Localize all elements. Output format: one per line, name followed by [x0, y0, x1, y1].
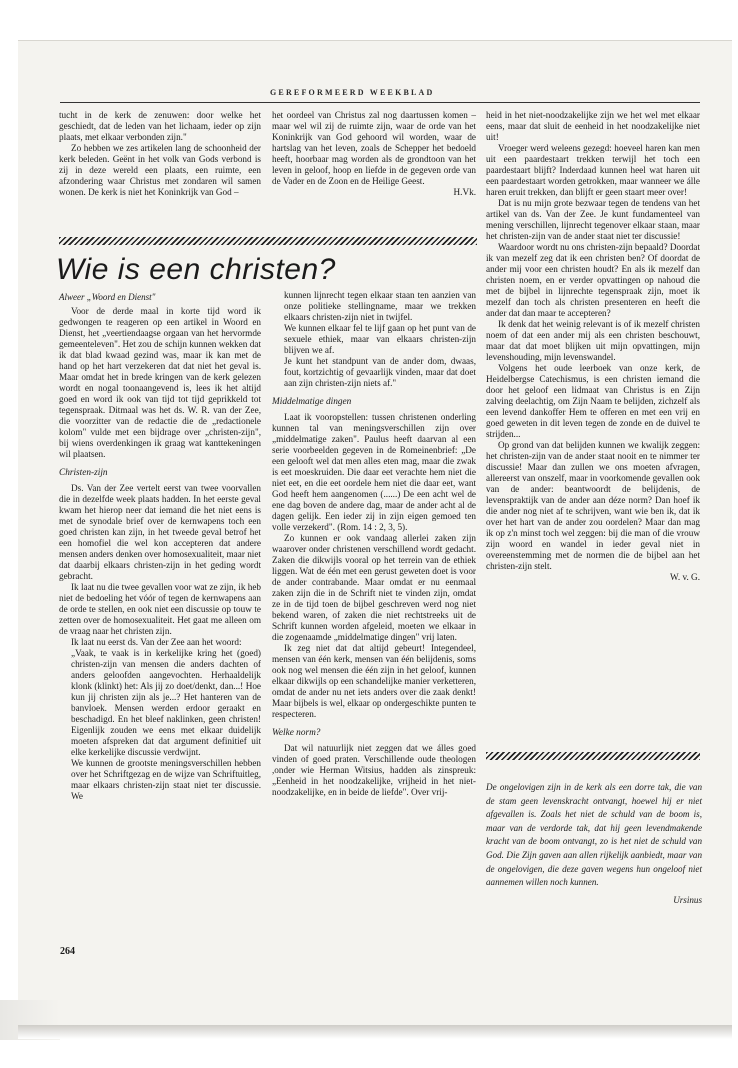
paragraph: Zo hebben we zes artikelen lang de schoonheid der kerk beleden. Geënt in het volk van Gods verbond is zij in deze wereld een plaats, een ruimte, een afzondering waar Christus met zondaren wil samen wonen. De kerk is niet het Koninkrijk van God – [59, 143, 261, 197]
section-heading: Middelmatige dingen [272, 397, 352, 407]
ornamental-divider [486, 752, 700, 760]
paragraph: Ik laat nu die twee gevallen voor wat ze zijn, ik heb niet de bedoeling het vóór of tegen de kernwapens aan de orde te stellen, en ook niet een discussie op touw te zetten over de homosexualiteit. Het gaat me alleen om de vraag naar het christen zijn. [59, 582, 261, 636]
paragraph: het oordeel van Christus zal nog daartussen komen – maar wel wil zij de ruimte zijn, waar de orde van het Koninkrijk van God gehoord wil worden, waar de hartslag van het leven, zoals de Schepper het bedoeld heeft, hoorbaar mag worden als de grondtoon van het leven in geloof, hoop en liefde in de gegeven orde van de Vader en de Zoon en de Heilige Geest. [272, 110, 476, 186]
paragraph: heid in het niet-noodzakelijke zijn we het wel met elkaar eens, maar dat sluit de eenheid in het noodzakelijke niet uit! [486, 110, 700, 142]
paragraph: Voor de derde maal in korte tijd word ik gedwongen te reageren op een artikel in Woord en Dienst, het „veertiendaagse orgaan van het hervormde gemeenteleven". Het zou de schijn kunnen wekken dat ik dat blad kwaad gezind was, maar ik kan met de hand op het hart verzekeren dat dat niet het geval is. Maar omdat het in brede kringen van de kerk gelezen wordt en nogal toonaangevend is, lees ik het altijd goed en word ik ook van tijd tot tijd geprikkeld tot tegenspraak. Ditmaal was het ds. W. R. van der Zee, die voorzitter van de redactie die de „redactionele kolom" vulde met een bijdrage over „christen-zijn", bij wiens overdenkingen ik graag wat kanttekeningen wil plaatsen. [59, 306, 261, 459]
article-title: Wie is een christen? [56, 253, 336, 286]
quotation [59, 648, 261, 802]
paragraph: We kunnen elkaar fel te lijf gaan op het punt van de sexuele ethiek, maar van elkaars christen-zijn blijven we af. [284, 323, 476, 355]
paragraph: Vroeger werd weleens gezegd: hoeveel haren kan men uit een paardestaart trekken terwijl het toch een paardestaart blijft? Inderdaad kunnen heel wat haren uit een paardestaart worden getrokken, maar wanneer we álle haren eruit trekken, dan blijft er geen staart meer over! [486, 143, 700, 197]
scan-margin-top [0, 0, 738, 40]
paragraph: tucht in de kerk de zenuwen: door welke het geschiedt, dat de leden van het lichaam, ieder op zijn plaats, met elkaar verbonden zijn." [59, 110, 261, 142]
paragraph: We kunnen de grootste meningsverschillen hebben over het Schriftgezag en de wijze van Schriftuitleg, maar elkaars christen-zijn staat niet ter discussie. We [71, 758, 261, 801]
scan-shadow [18, 1025, 732, 1039]
article-col1 [59, 306, 261, 802]
running-header: GEREFORMEERD WEEKBLAD [270, 88, 435, 97]
signature-row [272, 187, 476, 198]
paragraph: Op grond van dat belijden kunnen we kwalijk zeggen: het christen-zijn van de ander staat nooit en te nimmer ter discussie! Maar dan zullen we ons moeten afvragen, allereerst van onszelf, maar in voorkomende gevallen ook van de ander: beantwoordt de belijdenis, de levenspraktijk van de ander aan déze norm? Dan hoef ik die ander nog niet af te schrijven, want wie ben ik, dat ik over het hart van de ander zou oordelen? Maar dan mag ik op z'n minst toch wel zeggen: bij die man of die vrouw zijn woord en wandel in ieder geval niet in overeenstemming met de normen die de bijbel aan het christen-zijn stelt. [486, 440, 700, 571]
article-col3 [486, 110, 700, 583]
section-heading: Christen-zijn [59, 468, 108, 478]
paragraph: Ik zeg niet dat dat altijd gebeurt! Integendeel, mensen van één kerk, mensen van één belijdenis, soms ook nog wel mensen die één zijn in het geloof, kunnen elkaar dikwijls op een schandelijke manier verketteren, omdat de ander nu net iets anders over die zaak denkt! Maar bijbels is wel, elkaar op ondergeschikte punten te respecteren. [272, 643, 476, 719]
paragraph: Dat is nu mijn grote bezwaar tegen de tendens van het artikel van ds. Van der Zee. Je kunt fundamenteel van mening verschillen, lijnrecht tegenover elkaar staan, maar het christen-zijn van de ander staat niet ter discussie! [486, 198, 700, 241]
page-number: 264 [60, 946, 75, 957]
ornamental-divider [59, 237, 477, 245]
paragraph: „Vaak, te vaak is in kerkelijke kring het (goed) christen-zijn van mensen die anders dachten of anders geloofden aangevochten. Herhaaldelijk klonk (klinkt) het: Als jij zo doet/denkt, dan...! Hoe kun jij christen zijn als je...? Het hanteren van de banvloek. Mensen werden erdoor geraakt en beschadigd. En het bleef naklinken, geen christen! Eigenlijk zouden we eens met elkaar duidelijk moeten afspreken dat dat argument definitief uit elke kerkelijke discussie verdwijnt. [71, 648, 261, 757]
section-heading: Welke norm? [272, 728, 321, 738]
paragraph: Ik laat nu eerst ds. Van der Zee aan het woord: [71, 637, 242, 647]
signature-row [486, 572, 700, 583]
paragraph: kunnen lijnrecht tegen elkaar staan ten aanzien van onze politieke stellingname, maar we trekken elkaars christen-zijn niet in twijfel. [284, 290, 476, 322]
paragraph: Ds. Van der Zee vertelt eerst van twee voorvallen die in dezelfde week plaats hadden. In het eerste geval kwam het hierop neer dat iemand die het niet eens is met de synodale brief over de kernwapens toch een goed christen kan zijn, in het tweede geval betrof het een homofiel die wel kon accepteren dat andere mensen anders denken over homosexualiteit, maar niet dat daarbij elkaars christen-zijn in het geding wordt gebracht. [59, 483, 261, 581]
signature: H.Vk. [453, 187, 476, 197]
article-byline: Alweer „Woord en Dienst" [59, 292, 156, 302]
quote-box [486, 781, 702, 907]
paragraph: Volgens het oude leerboek van onze kerk, de Heidelbergse Catechismus, is een christen iemand die door het geloof een lidmaat van Christus is en Zijn zalving deelachtig, om Zijn Naam te belijden, zichzelf als een levend dankoffer Hem te offeren en met een vrij en goed geweten in dit leven tegen de zonde en de duivel te strijden... [486, 363, 700, 439]
paragraph: Je kunt het standpunt van de ander dom, dwaas, fout, kortzichtig of gevaarlijk vinden, maar dat doet aan zijn christen-zijn niets af." [284, 356, 476, 388]
paragraph: Zo kunnen er ook vandaag allerlei zaken zijn waarover onder christenen verschillend wordt gedacht. Zaken die dikwijls vooral op het terrein van de ethiek liggen. Wat de één met een gerust geweten doet is voor de ander contrabande. Maar omdat er nu eenmaal zaken zijn die in de Schrift niet te vinden zijn, omdat ze in de tijd toen de bijbel geschreven werd nog niet bekend waren, of zaken die niet rechtstreeks uit de Schrift kunnen worden afgeleid, moeten we elkaar in die zogenaamde „middelmatige dingen" vrij laten. [272, 533, 476, 642]
quote-text: De ongelovigen zijn in de kerk als een dorre tak, die van de stam geen levenskracht ontvangt, hoewel hij er niet afgevallen is. Zoals het niet de schuld van de boom is, maar van de verdorde tak, dat hij geen levendmakende kracht van de boom ontvangt, zo is het niet de schuld van God. Die Zijn gaven aan allen rijkelijk aanbiedt, maar van de ongelovigen, die deze gaven wegens hun ongeloof niet aannemen willen noch kunnen. [486, 782, 702, 888]
prev-article-col1 [59, 110, 261, 198]
header-rule [60, 102, 700, 103]
quotation [272, 290, 476, 389]
paragraph: Laat ik vooropstellen: tussen christenen onderling kunnen tal van meningsverschillen zijn over „middelmatige zaken". Paulus heeft daarvan al een serie voorbeelden gegeven in de Romeinenbrief: „De een gelooft wel dat men alles eten mag, maar die zwak is eet moeskruiden. Die daar eet verachte hem niet die niet eet, en die eet oordele hem niet die daar eet, want God heeft hem aangenomen (......) De een acht wel de ene dag boven de andere dag, maar de ander acht al de dagen gelijk. Een ieder zij in zijn eigen gemoed ten volle verzekerd". (Rom. 14 : 2, 3, 5). [272, 412, 476, 532]
signature: W. v. G. [670, 572, 700, 582]
paragraph: Ik denk dat het weinig relevant is of ik mezelf christen noem of dat een ander mij als een christen beschouwt, maar dat dat moet blijken uit mijn opvattingen, mijn levenshouding, mijn levenswandel. [486, 319, 700, 362]
paragraph: Waardoor wordt nu ons christen-zijn bepaald? Doordat ik van mezelf zeg dat ik een christen ben? Of doordat de ander mij voor een christen houdt? En als ik mezelf dan christen noem, en er verder opvattingen op nahoud die met de bijbel in lijnrechte tegenspraak zijn, moet ik mezelf dan toch als christen presenteren en heeft die ander dat dan maar te accepteren? [486, 242, 700, 318]
quote-author: Ursinus [673, 894, 702, 905]
paragraph: Dat wil natuurlijk niet zeggen dat we álles goed vinden of goed praten. Verschillende oude theologen ,onder wie Herman Witsius, hadden als zinspreuk: „Eenheid in het noodzakelijke, vrijheid in het niet-noodzakelijke, en in beide de liefde". Over vrij- [272, 743, 476, 797]
article-col2 [272, 290, 476, 798]
prev-article-col2 [272, 110, 476, 198]
